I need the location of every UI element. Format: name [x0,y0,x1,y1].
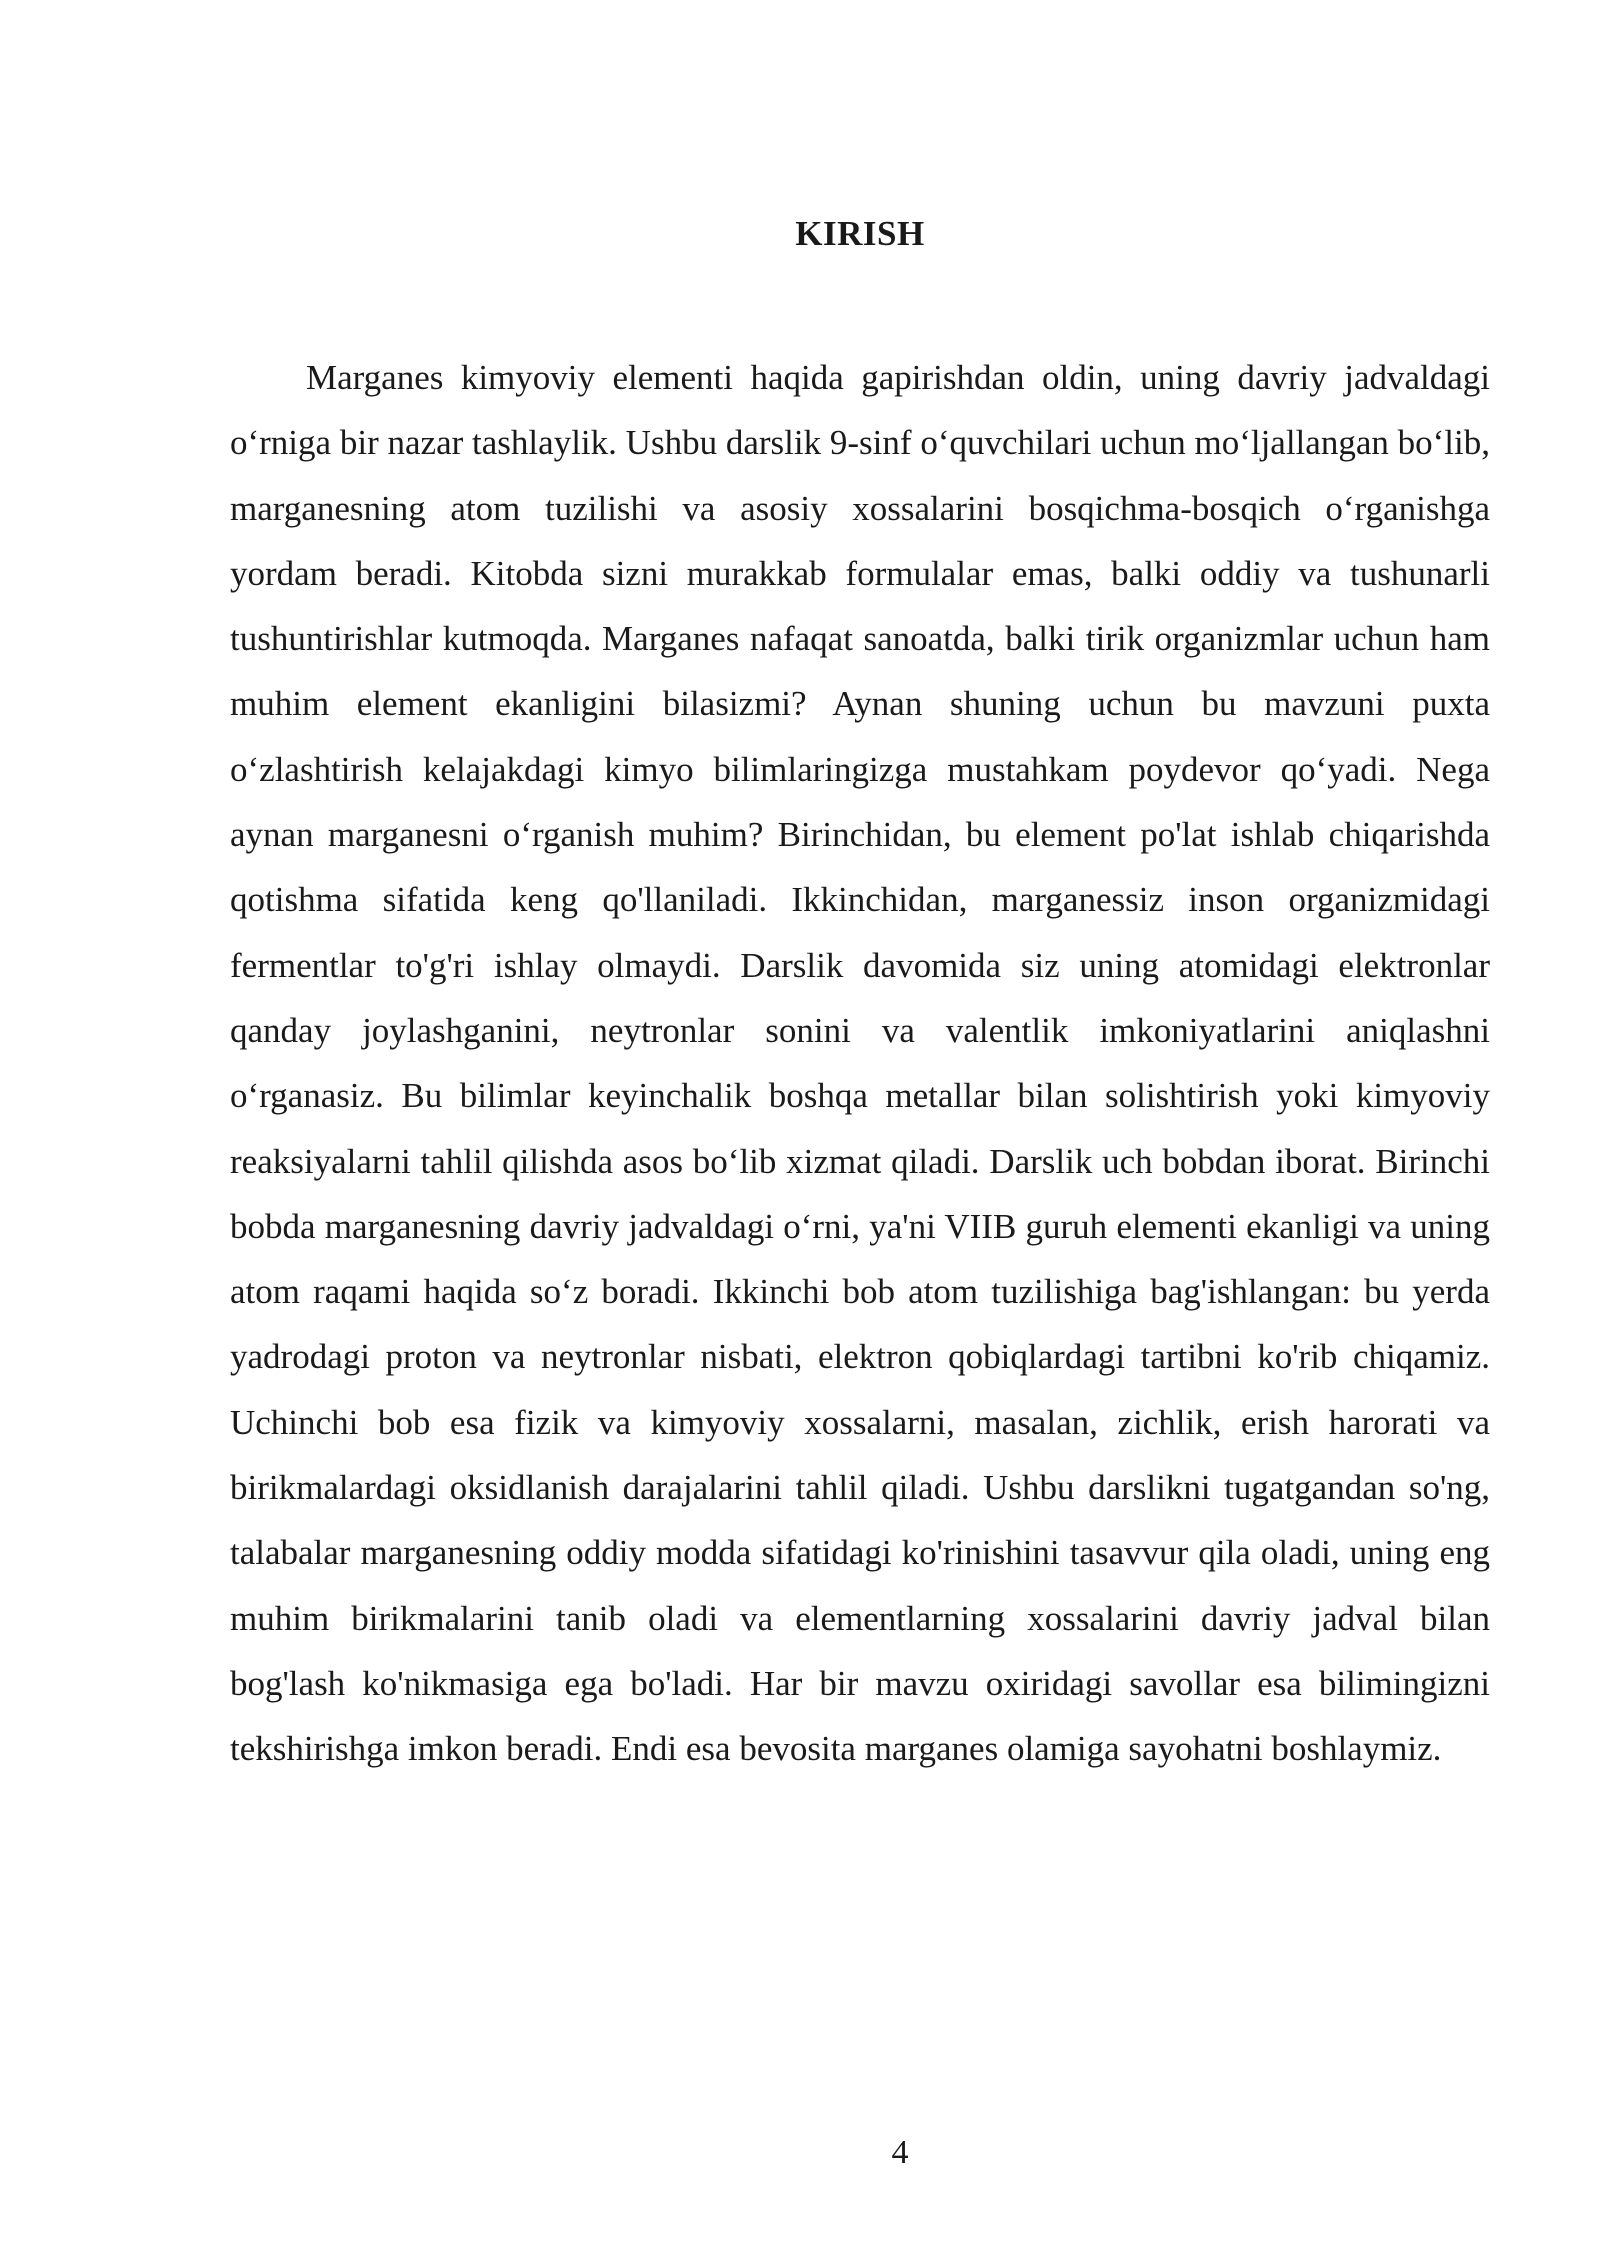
intro-paragraph: Marganes kimyoviy elementi haqida gapirishdan oldin, uning davriy jadvaldagi o‘rniga bir nazar tashlaylik. Ushbu darslik 9-sinf o‘quvchilari uchun mo‘ljallangan bo‘lib, marganesning atom tuzilishi va asosiy xossalarini bosqichma-bosqich o‘rganishga yordam beradi. Kitobda sizni murakkab formulalar emas, balki oddiy va tushunarli tushuntirishlar kutmoqda. Marganes nafaqat sanoatda, balki tirik organizmlar uchun ham muhim element ekanligini bilasizmi? Aynan shuning uchun bu mavzuni puxta o‘zlashtirish kelajakdagi kimyo bilimlaringizga mustahkam poydevor qo‘yadi. Nega aynan marganesni o‘rganish muhim? Birinchidan, bu element po'lat ishlab chiqarishda qotishma sifatida keng qo'llaniladi. Ikkinchidan, marganessiz inson organizmidagi fermentlar to'g'ri ishlay olmaydi. Darslik davomida siz uning atomidagi elektronlar qanday joylashganini, neytronlar sonini va valentlik imkoniyatlarini aniqlashni o‘rganasiz. Bu bilimlar keyinchalik boshqa metallar bilan solishtirish yoki kimyoviy reaksiyalarni tahlil qilishda asos bo‘lib xizmat qiladi. Darslik uch bobdan iborat. Birinchi bobda marganesning davriy jadvaldagi o‘rni, ya'ni VIIB guruh elementi ekanligi va uning atom raqami haqida so‘z boradi. Ikkinchi bob atom tuzilishiga bag'ishlangan: bu yerda yadrodagi proton va neytronlar nisbati, elektron qobiqlardagi tartibni ko'rib chiqamiz. Uchinchi bob esa fizik va kimyoviy xossalarni, masalan, zichlik, erish harorati va birikmalardagi oksidlanish darajalarini tahlil qiladi. Ushbu darslikni tugatgandan so'ng, talabalar marganesning oddiy modda sifatidagi ko'rinishini tasavvur qila oladi, uning eng muhim birikmalarini tanib oladi va elementlarning xossalarini davriy jadval bilan bog'lash ko'nikmasiga ega bo'ladi. Har bir mavzu oxiridagi savollar esa bilimingizni tekshirishga imkon beradi. Endi esa bevosita marganes olamiga sayohatni boshlaymiz. [230,358,1490,1769]
section-title: KIRISH [795,214,925,253]
page-number: 4 [891,2134,909,2171]
